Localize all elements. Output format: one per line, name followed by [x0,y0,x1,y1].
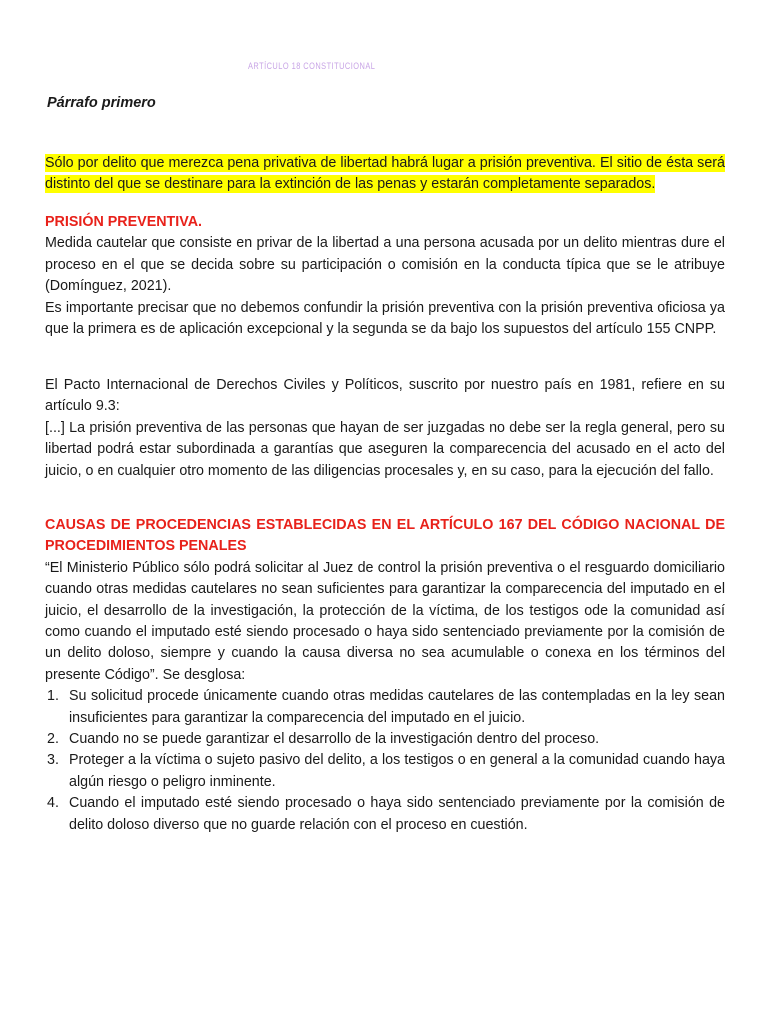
section-causas [45,515,725,836]
section-heading-prision-preventiva: PRISIÓN PREVENTIVA. [45,214,203,230]
section-heading-causas: CAUSAS DE PROCEDENCIAS ESTABLECIDAS EN EL ARTÍCULO 167 DEL CÓDIGO NACIONAL DE PROCEDIMIENTOS PENALES [45,517,725,555]
section-heading-parrafo-primero: Párrafo primero [47,95,156,111]
list-item-text: Cuando el imputado esté siendo procesado o haya sido sentenciado previamente por la comisión de delito doloso diverso que no guarde relación con el proceso en cuestión. [69,795,725,833]
paragraph-definition: Medida cautelar que consiste en privar de la libertad a una persona acusada por un delito mientras dure el proceso en el que se decida sobre su participación o comisión en la conducta típica que se le atribuye (Domínguez, 2021). [45,235,725,295]
list-item-text: Su solicitud procede únicamente cuando otras medidas cautelares de las contempladas en la ley sean insuficientes para garantizar la comparecencia del imputado en el juicio. [69,688,725,726]
document-header: ARTÍCULO 18 CONSTITUCIONAL [248,61,376,72]
causes-list [45,686,725,836]
highlighted-paragraph [45,153,725,196]
list-item [47,793,725,836]
paragraph-quote: [...] La prisión preventiva de las personas que hayan de ser juzgadas no debe ser la regla general, pero su libertad podrá estar subordinada a garantías que aseguren la comparecencia del acusado en el acto del juicio, o en cualquier otro momento de las diligencias procesales y, en su caso, para la ejecución del fallo. [45,419,725,479]
highlighted-text: Sólo por delito que merezca pena privativa de libertad habrá lugar a prisión preventiva. El sitio de ésta será distinto del que se destinare para la extinción de las penas y estarán completamente separados. [45,155,725,193]
section-pacto-internacional [45,375,725,482]
list-item-number: 3. [47,752,59,769]
paragraph-ministerio-publico: “El Ministerio Público sólo podrá solicitar al Juez de control la prisión preventiva o el resguardo domiciliario cuando otras medidas cautelares no sean suficientes para garantizar la comparecencia del imputado en el juicio, el desarrollo de la investigación, la protección de la víctima, de los testigos ode la comunidad así como cuando el imputado esté siendo procesado o haya sido sentenciado previamente por la comisión de un delito doloso, siempre y cuando la causa diversa no sea acumulable o conexa en los términos del presente Código”. Se desglosa: [45,559,725,683]
paragraph-precision: Es importante precisar que no debemos confundir la prisión preventiva con la prisión preventiva oficiosa ya que la primera es de aplicación excepcional y la segunda se da bajo los supuestos del artículo 155 CNPP. [45,299,725,338]
list-item-number: 1. [47,688,59,705]
list-item [47,686,725,729]
list-item [47,750,725,793]
list-item-number: 4. [47,795,59,812]
list-item [47,729,725,750]
list-item-number: 2. [47,731,59,748]
paragraph-pacto: El Pacto Internacional de Derechos Civiles y Políticos, suscrito por nuestro país en 1981, refiere en su artículo 9.3: [45,377,725,415]
list-item-text: Cuando no se puede garantizar el desarrollo de la investigación dentro del proceso. [69,731,600,748]
list-item-text: Proteger a la víctima o sujeto pasivo del delito, a los testigos o en general a la comunidad cuando haya algún riesgo o peligro inminente. [69,752,725,790]
section-prision-preventiva [45,212,725,340]
